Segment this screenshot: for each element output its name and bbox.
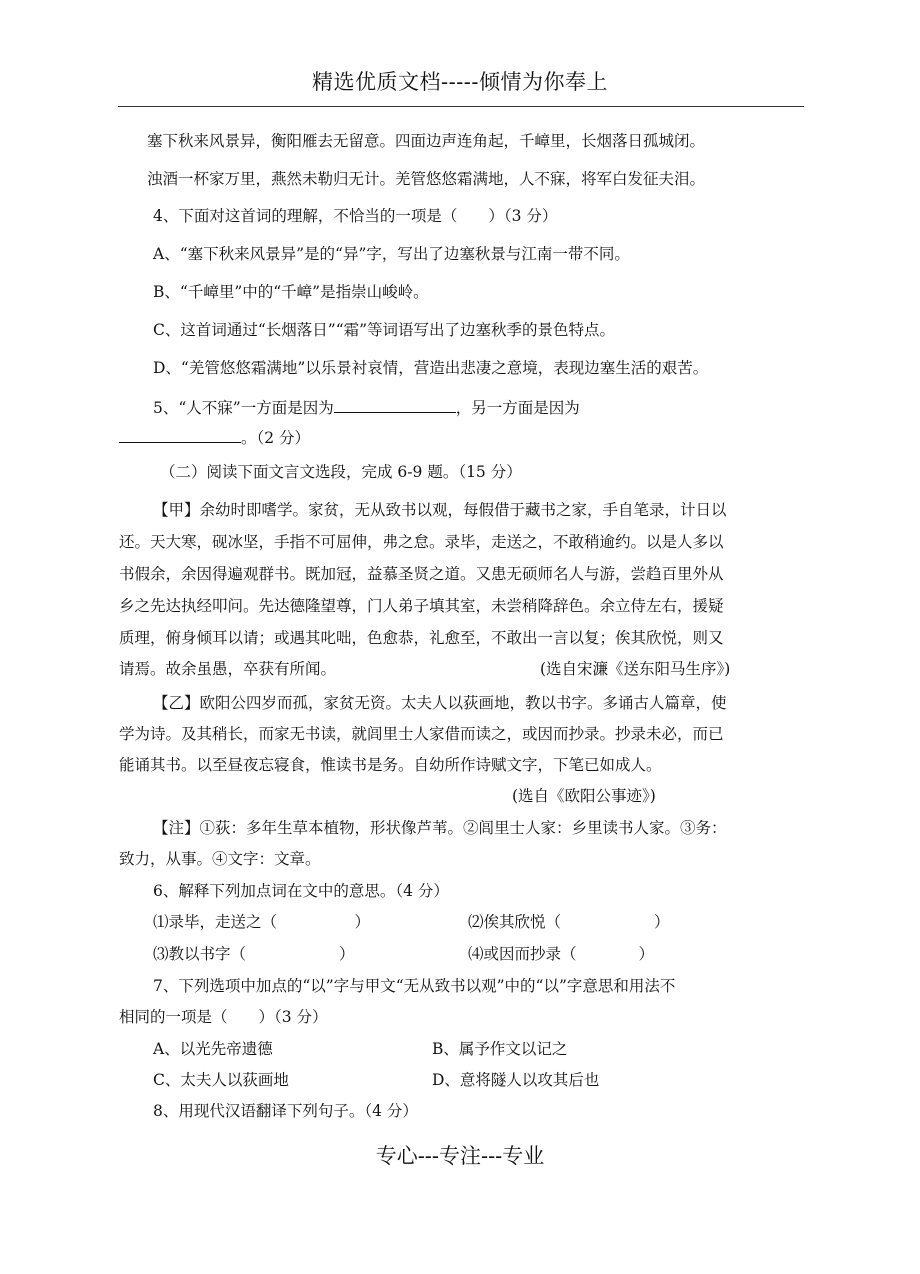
jia-line-1: 【甲】余幼时即嗜学。家贫，无从致书以观，每假借于藏书之家，手自笔录，计日以 — [153, 501, 727, 519]
q4-option-a: A、“塞下秋来风景异”是的“异”字，写出了边塞秋景与江南一带不同。 — [153, 245, 630, 263]
yi-source: (选自《欧阳公事迹》) — [512, 787, 656, 805]
jia-source: (选自宋濂《送东阳马生序》) — [540, 660, 731, 678]
q5-part-2: ，另一方面是因为 — [455, 399, 580, 417]
q5-part-3: 。（2 分） — [241, 429, 311, 447]
q5-blank-1[interactable] — [334, 396, 456, 413]
jia-line-3: 书假余，余因得遍观群书。既加冠，益慕圣贤之道。又患无硕师名人与游，尝趋百里外从 — [119, 565, 724, 583]
q8-stem: 8、用现代汉语翻译下列句子。（4 分） — [153, 1102, 418, 1120]
yi-line-1: 【乙】欧阳公四岁而孤，家贫无资。太夫人以荻画地，教以书字。多诵古人篇章，使 — [153, 694, 727, 712]
q6-item-2: ⑵俟其欣悦（ ） — [468, 913, 670, 931]
poem-line-2: 浊酒一杯家万里，燕然未勒归无计。羌管悠悠霜满地，人不寐，将军白发征夫泪。 — [147, 170, 706, 188]
poem-line-1: 塞下秋来风景异，衡阳雁去无留意。四面边声连角起，千嶂里，长烟落日孤城闭。 — [147, 132, 706, 150]
jia-line-5: 质理，俯身倾耳以请；或遇其叱咄，色愈恭，礼愈至，不敢出一言以复；俟其欣悦，则又 — [119, 629, 724, 647]
q5-line-1 — [153, 396, 580, 418]
q4-option-c: C、这首词通过“长烟落日”“霜”等词语写出了边塞秋季的景色特点。 — [153, 321, 616, 339]
jia-line-6: 请焉。故余虽愚，卒获有所闻。 — [119, 660, 337, 678]
q7-option-c: C、太夫人以荻画地 — [153, 1071, 289, 1089]
q6-item-3: ⑶教以书字（ ） — [153, 945, 355, 963]
jia-line-2: 还。天大寒，砚冰坚，手指不可屈伸，弗之怠。录毕，走送之，不敢稍逾约。以是人多以 — [119, 533, 724, 551]
section-2-title: （二）阅读下面文言文选段，完成 6-9 题。（15 分） — [160, 463, 522, 481]
q4-stem: 4、下面对这首词的理解，不恰当的一项是（ ）（3 分） — [153, 207, 558, 225]
header-divider — [118, 106, 804, 107]
q5-part-1: 5、“人不寐”一方面是因为 — [153, 399, 334, 417]
q6-stem: 6、解释下列加点词在文中的意思。（4 分） — [153, 882, 449, 900]
yi-line-3: 能诵其书。以至昼夜忘寝食，惟读书是务。自幼所作诗赋文字，下笔已如成人。 — [119, 756, 662, 774]
q4-option-d: D、“羌管悠悠霜满地”以乐景衬哀情，营造出悲凄之意境，表现边塞生活的艰苦。 — [153, 359, 709, 377]
jia-line-4: 乡之先达执经叩问。先达德隆望尊，门人弟子填其室，未尝稍降辞色。余立侍左右，援疑 — [119, 597, 724, 615]
q5-line-2 — [119, 426, 310, 448]
yi-line-2: 学为诗。及其稍长，而家无书读，就闾里士人家借而读之，或因而抄录。抄录未必，而已 — [119, 725, 724, 743]
q6-item-1: ⑴录毕，走送之（ ） — [153, 913, 371, 931]
q7-stem-line-2: 相同的一项是（ ）（3 分） — [119, 1008, 328, 1026]
q4-option-b: B、“千嶂里”中的“千嶂”是指崇山峻岭。 — [153, 283, 429, 301]
q7-stem-line-1: 7、下列选项中加点的“以”字与甲文“无从致书以观”中的“以”字意思和用法不 — [153, 977, 676, 995]
q7-option-d: D、意将隧人以攻其后也 — [432, 1071, 600, 1089]
q6-item-4: ⑷或因而抄录（ ） — [468, 945, 655, 963]
page-header-title: 精选优质文档-----倾情为你奉上 — [312, 70, 608, 94]
note-line-2: 致力，从事。④文字：文章。 — [119, 850, 321, 868]
q5-blank-2[interactable] — [119, 426, 241, 443]
q7-option-b: B、属予作文以记之 — [432, 1040, 568, 1058]
page-footer: 专心---专注---专业 — [375, 1144, 545, 1168]
note-line-1: 【注】①荻：多年生草本植物，形状像芦苇。②闾里士人家：乡里读书人家。③务： — [153, 819, 727, 837]
q7-option-a: A、以光先帝遗德 — [153, 1040, 273, 1058]
